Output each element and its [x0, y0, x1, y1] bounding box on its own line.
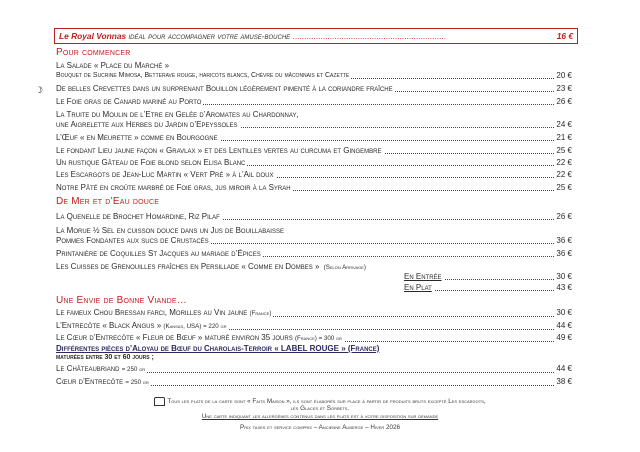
royal-vonnas-banner — [54, 28, 578, 44]
menu-item: Notre Pâté en croûte marbré de Foie gras, jus miroir à la Syrah 25 € — [56, 183, 572, 192]
menu-item: Un rustique Gâteau de Foie blond selon Elisa Blanc 22 € — [56, 158, 572, 167]
menu-item: Le fameux Chou Bressan farci, Morilles au Vin jaune (France) 30 € — [56, 308, 572, 317]
menu-item: La Quenelle de Brochet Homardine, Riz Pilaf 26 € — [56, 212, 572, 221]
menu-item: Le Châteaubriand = 250 gr 44 € — [56, 364, 572, 373]
section-title-meat: Une Envie de Bonne Viande… — [56, 295, 187, 306]
menu-item: En Plat 43 € — [404, 283, 572, 292]
menu-item: Bouquet de Sucrine Mimosa, Betterave rouge, haricots blancs, Chèvre du mâconnais et Cazette 20 € — [56, 71, 572, 80]
footer-homemade: Tous les plats de la carte sont « Faits Maison », ils sont élaborés sur place à partir de produits bruts excepté Les escargots, — [0, 397, 640, 406]
section-title-sea: De Mer et d’Eau douce — [56, 196, 160, 207]
section-title-starters: Pour commencer — [56, 47, 131, 58]
footer-allergens: Une carte indiquant les allergènes contenus dans les plats est à votre disposition sur demande — [201, 413, 439, 420]
menu-item: une Aigrelette aux Herbes du Jardin d’Epeyssoles 24 € — [56, 120, 572, 129]
menu-item: Les Escargots de Jean-Luc Martin « Vert Pré » à l’Ail doux 22 € — [56, 170, 572, 179]
menu-item: Les Cuisses de Grenouilles fraîches en Persillade « Comme en Dombes » (Selon Arrivage) — [56, 262, 366, 271]
menu-item: Le fondant Lieu jaune façon « Gravlax » et des Lentilles vertes au curcuma et Gingembre 25 € — [56, 146, 572, 155]
aloyau-subheading: maturées entre 30 et 60 jours ; — [56, 354, 154, 361]
footer-prices: Prix taxes et service compris – Ancienne Auberge – Hiver 2026 — [240, 424, 400, 431]
menu-item: En Entrée 30 € — [404, 272, 572, 281]
menu-item: Pommes Fondantes aux sucs de Crustacés 36 € — [56, 236, 572, 245]
menu-item: Le Foie gras de Canard mariné au Porto 26 € — [56, 97, 572, 106]
menu-item: La Truite du Moulin de l’Etre en Gelée d’Aromates au Chardonnay, — [56, 110, 299, 119]
banner-description: idéal pour accompagner votre amuse-bouche — [126, 31, 293, 41]
aloyau-heading: Différentes pièces d’Aloyau de Bœuf du Charolais-Terroir « LABEL ROUGE » (France) — [56, 344, 380, 353]
menu-item: Le Cœur d’Entrecôte « Fleur de Bœuf » maturé environ 35 jours (France) = 300 gr 49 € — [56, 333, 572, 342]
menu-item: L’Œuf « en Meurette » comme en Bourgogne 21 € — [56, 133, 572, 142]
crescent-icon: ☽ — [35, 85, 44, 95]
menu-item: Printanière de Coquilles St Jacques au mariage d’Épices 36 € — [56, 249, 572, 258]
banner-price: 16 € — [556, 31, 573, 41]
footer-homemade-cont: les Glaces et Sorbets. — [290, 405, 350, 412]
menu-item: De belles Crevettes dans un surprenant Bouillon légèrement pimenté à la coriandre fraîche 23 € — [56, 84, 572, 93]
menu-item: Cœur d’Entrecôte = 250 gr 38 € — [56, 377, 572, 386]
menu-item: La Salade « Place du Marché » — [56, 61, 170, 70]
menu-item: La Morue ½ Sel en cuisson douce dans un Jus de Bouillabaisse — [56, 226, 284, 235]
banner-brand: Le Royal Vonnas — [59, 31, 127, 41]
banner-dots: .................................................................. — [292, 31, 447, 41]
menu-item: L’Entrecôte « Black Angus » (Kansas, USA) = 220 gr 44 € — [56, 321, 572, 330]
